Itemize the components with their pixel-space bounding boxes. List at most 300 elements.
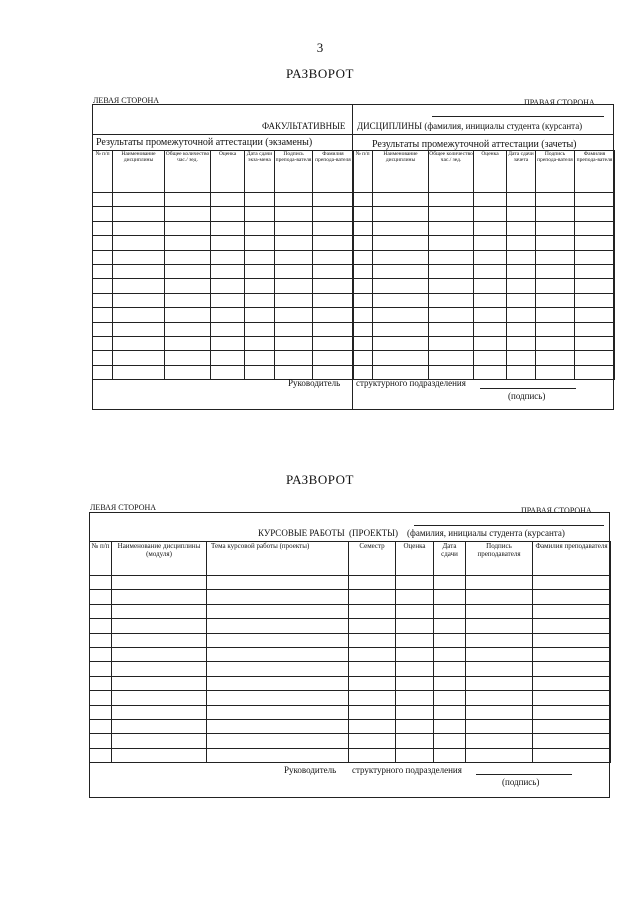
table-cell: [93, 336, 113, 350]
table-cell: [396, 619, 434, 633]
table-row: [93, 308, 354, 322]
table-cell: [434, 734, 466, 748]
table-cell: [507, 279, 536, 293]
table-row: [93, 264, 354, 278]
table-cell: [349, 719, 396, 733]
table-row: [93, 293, 354, 307]
table-cell: [466, 662, 533, 676]
table-cell: [373, 293, 429, 307]
table-cell: [165, 236, 211, 250]
table-cell: [313, 264, 354, 278]
table-cell: [396, 576, 434, 590]
table-cell: [429, 193, 474, 207]
table-cell: [275, 293, 313, 307]
table-cell: [536, 250, 575, 264]
table-cell: [353, 264, 373, 278]
table-cell: [349, 647, 396, 661]
table-cell: [536, 236, 575, 250]
table-row: [353, 207, 615, 221]
table-cell: [349, 748, 396, 762]
column-header: Тема курсовой работы (проекты): [207, 542, 349, 576]
table-cell: [113, 351, 165, 365]
table-row: [90, 647, 611, 661]
table-cell: [207, 691, 349, 705]
table-cell: [536, 193, 575, 207]
table-cell: [349, 590, 396, 604]
table-cell: [466, 647, 533, 661]
table-cell: [275, 308, 313, 322]
table-cell: [207, 604, 349, 618]
table-cell: [313, 308, 354, 322]
table-cell: [466, 633, 533, 647]
table-row: [353, 322, 615, 336]
table-cell: [429, 308, 474, 322]
table-row: [353, 293, 615, 307]
table-cell: [90, 590, 112, 604]
table-cell: [113, 264, 165, 278]
table-cell: [275, 264, 313, 278]
spread2-title-right-b: (фамилия, инициалы студента (курсанта): [407, 528, 565, 538]
table-cell: [113, 365, 165, 379]
table-cell: [466, 719, 533, 733]
table-cell: [474, 236, 507, 250]
table-cell: [575, 322, 615, 336]
table-cell: [429, 221, 474, 235]
spread1-footer-right: структурного подразделения: [356, 378, 466, 388]
table-cell: [113, 293, 165, 307]
table-cell: [93, 193, 113, 207]
table-row: [90, 604, 611, 618]
spread2-title-right-a: (ПРОЕКТЫ): [349, 528, 398, 538]
table-cell: [353, 351, 373, 365]
table-row: [353, 264, 615, 278]
spread2-title-left: КУРСОВЫЕ РАБОТЫ: [258, 528, 345, 538]
table-cell: [575, 207, 615, 221]
table-cell: [207, 734, 349, 748]
table-cell: [165, 322, 211, 336]
table-cell: [507, 336, 536, 350]
table-cell: [429, 322, 474, 336]
table-cell: [466, 676, 533, 690]
table-cell: [474, 264, 507, 278]
table-cell: [466, 691, 533, 705]
table-cell: [575, 336, 615, 350]
spread1-section-right: Результаты промежуточной аттестации (зачеты): [372, 139, 577, 150]
column-header: Общее количество час./ зед.: [165, 151, 211, 193]
table-cell: [466, 705, 533, 719]
table-cell: [474, 207, 507, 221]
table-cell: [313, 279, 354, 293]
table-cell: [466, 604, 533, 618]
table-cell: [575, 365, 615, 379]
table-cell: [533, 604, 611, 618]
table-cell: [313, 336, 354, 350]
table-cell: [245, 193, 275, 207]
table-row: [90, 676, 611, 690]
column-header: Фамилия препода-вателя: [313, 151, 354, 193]
table-cell: [165, 308, 211, 322]
table-cell: [90, 662, 112, 676]
table-cell: [165, 279, 211, 293]
table-cell: [396, 719, 434, 733]
table-cell: [211, 279, 245, 293]
table-row: [93, 322, 354, 336]
table-cell: [536, 293, 575, 307]
table-cell: [507, 264, 536, 278]
table-cell: [474, 322, 507, 336]
table-cell: [245, 293, 275, 307]
table-row: [93, 236, 354, 250]
table-cell: [533, 662, 611, 676]
table-cell: [113, 193, 165, 207]
table-cell: [112, 633, 207, 647]
table-cell: [245, 351, 275, 365]
table-cell: [275, 351, 313, 365]
table-cell: [434, 748, 466, 762]
spread1-signature-line: [480, 388, 576, 389]
table-cell: [373, 322, 429, 336]
spread1-credit-table: [352, 150, 615, 380]
table-cell: [90, 676, 112, 690]
table-cell: [349, 633, 396, 647]
table-cell: [575, 250, 615, 264]
table-cell: [507, 293, 536, 307]
table-cell: [396, 676, 434, 690]
table-cell: [112, 719, 207, 733]
table-cell: [165, 351, 211, 365]
table-cell: [275, 250, 313, 264]
table-cell: [536, 336, 575, 350]
table-cell: [245, 264, 275, 278]
table-cell: [113, 221, 165, 235]
table-cell: [275, 322, 313, 336]
spread1-title-left: ФАКУЛЬТАТИВНЫЕ: [262, 121, 346, 131]
table-cell: [474, 250, 507, 264]
table-cell: [90, 576, 112, 590]
table-cell: [245, 279, 275, 293]
table-cell: [275, 336, 313, 350]
table-cell: [165, 336, 211, 350]
table-cell: [245, 308, 275, 322]
table-cell: [275, 236, 313, 250]
table-cell: [112, 619, 207, 633]
table-cell: [396, 590, 434, 604]
table-cell: [575, 351, 615, 365]
table-cell: [353, 250, 373, 264]
table-cell: [349, 662, 396, 676]
table-cell: [112, 748, 207, 762]
table-cell: [507, 207, 536, 221]
column-header: Дата сдачи зачета: [507, 151, 536, 193]
table-row: [93, 351, 354, 365]
column-header: Оценка: [211, 151, 245, 193]
table-cell: [466, 734, 533, 748]
table-cell: [112, 576, 207, 590]
table-cell: [353, 193, 373, 207]
table-cell: [474, 221, 507, 235]
table-cell: [349, 604, 396, 618]
table-cell: [536, 322, 575, 336]
spread1-credit-rows: [353, 193, 615, 380]
table-cell: [113, 207, 165, 221]
spread1-right-side-label: ПРАВАЯ СТОРОНА: [524, 98, 595, 107]
table-cell: [466, 748, 533, 762]
table-cell: [373, 193, 429, 207]
table-cell: [353, 336, 373, 350]
spread2-heading: РАЗВОРОТ: [286, 472, 354, 487]
column-header: Наименование дисциплины: [113, 151, 165, 193]
table-cell: [575, 221, 615, 235]
table-cell: [211, 336, 245, 350]
table-cell: [90, 734, 112, 748]
table-cell: [207, 590, 349, 604]
table-cell: [466, 619, 533, 633]
table-cell: [207, 662, 349, 676]
column-header: Оценка: [396, 542, 434, 576]
table-cell: [207, 676, 349, 690]
table-cell: [349, 705, 396, 719]
table-cell: [113, 250, 165, 264]
table-cell: [245, 365, 275, 379]
table-cell: [165, 250, 211, 264]
table-row: [90, 662, 611, 676]
table-cell: [211, 365, 245, 379]
spread2-student-name-line: [414, 525, 604, 526]
table-row: [90, 590, 611, 604]
table-cell: [373, 207, 429, 221]
table-cell: [434, 590, 466, 604]
table-cell: [112, 734, 207, 748]
table-cell: [434, 705, 466, 719]
table-cell: [533, 734, 611, 748]
table-cell: [207, 748, 349, 762]
spread1-exam-rows: [93, 193, 354, 380]
table-cell: [575, 236, 615, 250]
table-cell: [353, 293, 373, 307]
spread2-right-side-label: ПРАВАЯ СТОРОНА: [521, 506, 592, 515]
table-cell: [93, 293, 113, 307]
table-cell: [429, 351, 474, 365]
table-row: [90, 705, 611, 719]
table-cell: [113, 236, 165, 250]
spread1-title-right: ДИСЦИПЛИНЫ (фамилия, инициалы студента (курсанта): [357, 121, 583, 131]
table-cell: [207, 633, 349, 647]
table-cell: [434, 576, 466, 590]
table-cell: [113, 308, 165, 322]
table-cell: [373, 351, 429, 365]
table-row: [90, 619, 611, 633]
spread1-exam-table: [92, 150, 354, 380]
table-cell: [275, 207, 313, 221]
table-cell: [429, 264, 474, 278]
table-cell: [474, 365, 507, 379]
column-header: Наименование дисциплины: [373, 151, 429, 193]
spread2-signature-line: [476, 774, 572, 775]
column-header: Наименование дисциплины (модуля): [112, 542, 207, 576]
table-cell: [211, 207, 245, 221]
table-cell: [373, 250, 429, 264]
table-cell: [533, 719, 611, 733]
table-cell: [575, 193, 615, 207]
table-cell: [396, 705, 434, 719]
table-cell: [93, 322, 113, 336]
table-cell: [90, 748, 112, 762]
table-cell: [165, 221, 211, 235]
spread1-left-side-label: ЛЕВАЯ СТОРОНА: [93, 96, 160, 105]
table-cell: [207, 719, 349, 733]
table-cell: [245, 236, 275, 250]
table-cell: [466, 590, 533, 604]
table-cell: [112, 590, 207, 604]
column-header: Подпись препода-вателя: [275, 151, 313, 193]
table-cell: [211, 193, 245, 207]
column-header: Подпись преподавателя: [466, 542, 533, 576]
table-cell: [112, 676, 207, 690]
table-cell: [112, 691, 207, 705]
table-cell: [349, 676, 396, 690]
table-cell: [396, 647, 434, 661]
table-cell: [313, 351, 354, 365]
table-cell: [373, 279, 429, 293]
table-cell: [429, 207, 474, 221]
table-cell: [474, 279, 507, 293]
column-header: Дата сдачи: [434, 542, 466, 576]
table-cell: [396, 633, 434, 647]
table-cell: [211, 264, 245, 278]
table-cell: [434, 604, 466, 618]
table-cell: [93, 279, 113, 293]
table-cell: [434, 647, 466, 661]
table-cell: [313, 293, 354, 307]
column-header: Дата сдачи экза-мена: [245, 151, 275, 193]
table-cell: [245, 322, 275, 336]
table-cell: [373, 336, 429, 350]
spread1-signature-caption: (подпись): [508, 391, 546, 401]
table-cell: [207, 647, 349, 661]
table-cell: [434, 619, 466, 633]
table-cell: [211, 308, 245, 322]
spread1-footer-left: Руководитель: [288, 378, 341, 388]
spread1-section-left: Результаты промежуточной аттестации (экзамены): [96, 137, 313, 148]
table-cell: [211, 351, 245, 365]
table-cell: [474, 293, 507, 307]
table-cell: [434, 633, 466, 647]
table-cell: [434, 676, 466, 690]
table-cell: [536, 207, 575, 221]
table-cell: [93, 236, 113, 250]
table-cell: [507, 221, 536, 235]
table-cell: [429, 236, 474, 250]
table-cell: [575, 279, 615, 293]
table-cell: [507, 193, 536, 207]
table-cell: [93, 221, 113, 235]
column-header: № п/п: [353, 151, 373, 193]
table-cell: [93, 264, 113, 278]
table-cell: [396, 734, 434, 748]
spread1-title-divider: [92, 134, 614, 135]
table-cell: [165, 193, 211, 207]
table-row: [93, 250, 354, 264]
table-cell: [373, 236, 429, 250]
table-cell: [313, 322, 354, 336]
table-cell: [353, 322, 373, 336]
table-row: [90, 734, 611, 748]
table-cell: [533, 676, 611, 690]
column-header: Семестр: [349, 542, 396, 576]
table-cell: [353, 221, 373, 235]
table-cell: [90, 705, 112, 719]
table-cell: [396, 604, 434, 618]
table-cell: [93, 351, 113, 365]
table-cell: [429, 293, 474, 307]
table-cell: [90, 647, 112, 661]
table-cell: [93, 250, 113, 264]
table-cell: [533, 748, 611, 762]
table-cell: [429, 279, 474, 293]
table-cell: [211, 236, 245, 250]
table-cell: [112, 604, 207, 618]
column-header: № п/п: [93, 151, 113, 193]
table-row: [90, 691, 611, 705]
table-cell: [165, 207, 211, 221]
table-cell: [313, 193, 354, 207]
spread2-footer-left: Руководитель: [284, 765, 337, 775]
table-row: [353, 250, 615, 264]
table-cell: [313, 236, 354, 250]
table-cell: [349, 734, 396, 748]
table-cell: [113, 322, 165, 336]
table-row: [353, 336, 615, 350]
table-cell: [349, 691, 396, 705]
table-cell: [536, 351, 575, 365]
table-row: [90, 719, 611, 733]
table-cell: [575, 264, 615, 278]
table-row: [353, 279, 615, 293]
spread2-coursework-table: [89, 541, 611, 763]
table-cell: [207, 619, 349, 633]
table-cell: [275, 193, 313, 207]
column-header: № п/п: [90, 542, 112, 576]
table-cell: [90, 619, 112, 633]
table-cell: [113, 336, 165, 350]
table-cell: [507, 351, 536, 365]
table-cell: [275, 279, 313, 293]
table-cell: [533, 705, 611, 719]
table-cell: [536, 264, 575, 278]
table-cell: [536, 221, 575, 235]
table-cell: [211, 322, 245, 336]
column-header: Общее количество час./ зед.: [429, 151, 474, 193]
table-cell: [313, 250, 354, 264]
column-header: Фамилия препода-вателя: [575, 151, 615, 193]
table-cell: [507, 365, 536, 379]
table-cell: [245, 221, 275, 235]
table-cell: [313, 207, 354, 221]
page-number: 3: [316, 40, 324, 55]
table-row: [353, 193, 615, 207]
table-cell: [434, 691, 466, 705]
table-cell: [353, 308, 373, 322]
table-cell: [533, 633, 611, 647]
table-cell: [207, 705, 349, 719]
spread1-heading: РАЗВОРОТ: [286, 66, 354, 81]
table-cell: [533, 590, 611, 604]
table-cell: [353, 236, 373, 250]
table-cell: [474, 351, 507, 365]
table-cell: [245, 336, 275, 350]
spread2-signature-caption: (подпись): [502, 777, 540, 787]
table-cell: [373, 221, 429, 235]
